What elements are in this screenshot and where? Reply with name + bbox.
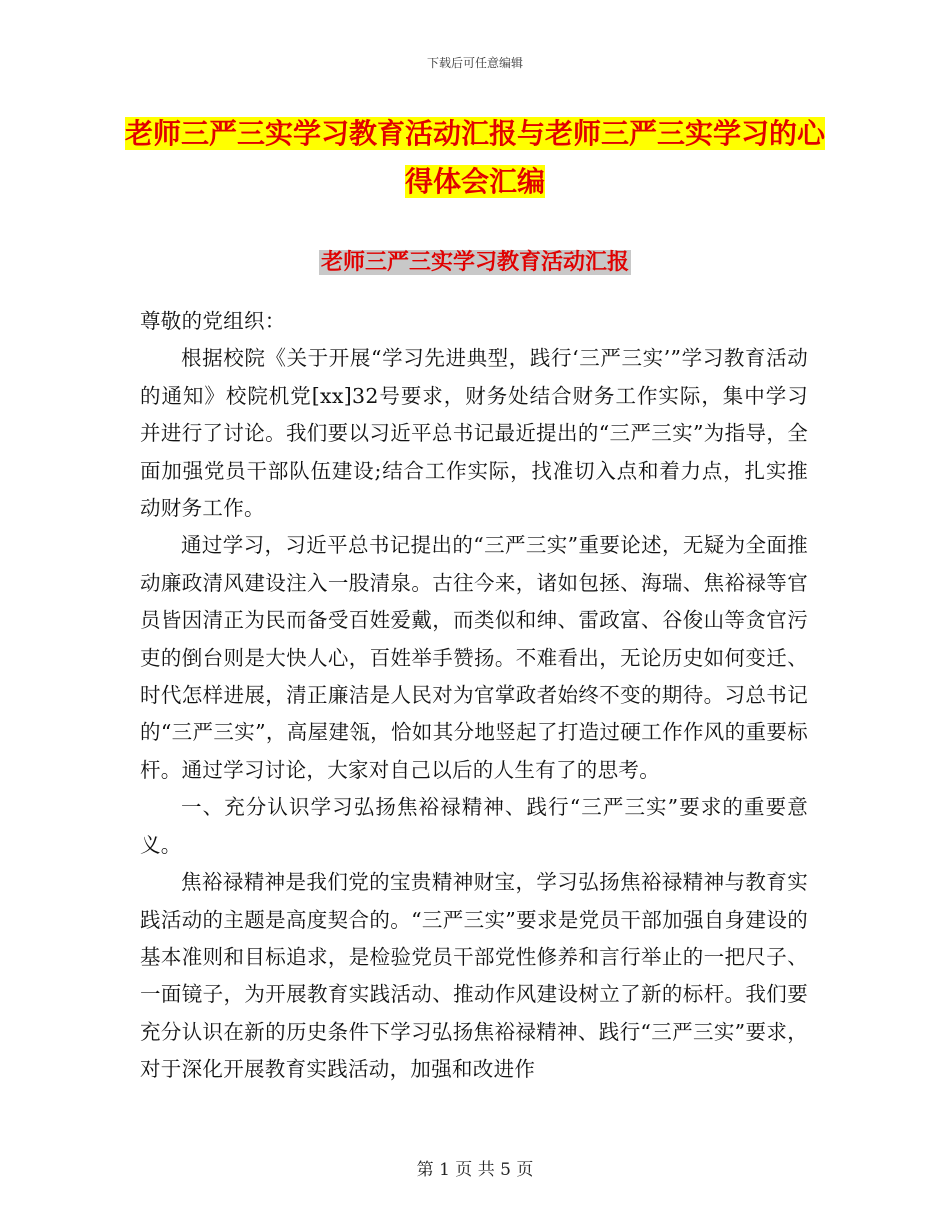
document-body — [140, 303, 808, 1089]
paragraph-1: 根据校院《关于开展“学习先进典型，践行‘三严三实’”学习教育活动的通知》校院机党[xx]32号要求，财务处结合财务工作实际，集中学习并进行了讨论。我们要以习近平总书记最近提出的“三严三实”为指导，全面加强党员干部队伍建设;结合工作实际，找准切入点和着力点，扎实推动财务工作。 — [140, 346, 808, 521]
salutation: 尊敬的党组织： — [140, 309, 286, 333]
paragraph-3-heading: 一、充分认识学习弘扬焦裕禄精神、践行“三严三实”要求的重要意义。 — [140, 795, 808, 857]
document-title-text: 老师三严三实学习教育活动汇报与老师三严三实学习的心得体会汇编 — [124, 117, 825, 198]
section-title-text: 老师三严三实学习教育活动汇报 — [320, 250, 629, 275]
page-header-note: 下载后可任意编辑 — [426, 56, 523, 70]
paragraph-4: 焦裕禄精神是我们党的宝贵精神财宝，学习弘扬焦裕禄精神与教育实践活动的主题是高度契合的。“三严三实”要求是党员干部加强自身建设的基本准则和目标追求，是检验党员干部党性修养和言行举止的一把尺子、一面镜子，为开展教育实践活动、推动作风建设树立了新的标杆。我们要充分认识在新的历史条件下学习弘扬焦裕禄精神、践行“三严三实”要求，对于深化开展教育实践活动，加强和改进作 — [140, 870, 808, 1082]
page-number-footer: 第 1 页 共 5 页 — [416, 1160, 534, 1180]
document-title — [120, 110, 830, 206]
paragraph-2: 通过学习，习近平总书记提出的“三严三实”重要论述，无疑为全面推动廉政清风建设注入一股清泉。古往今来，诸如包拯、海瑞、焦裕禄等官员皆因清正为民而备受百姓爱戴，而类似和绅、雷政富、谷俊山等贪官污吏的倒台则是大快人心，百姓举手赞扬。不难看出，无论历史如何变迁、时代怎样进展，清正廉洁是人民对为官掌政者始终不变的期待。习总书记的“三严三实”，高屋建瓴，恰如其分地竖起了打造过硬工作作风的重要标杆。通过学习讨论，大家对自己以后的人生有了的思考。 — [140, 533, 808, 782]
section-title — [0, 246, 950, 280]
